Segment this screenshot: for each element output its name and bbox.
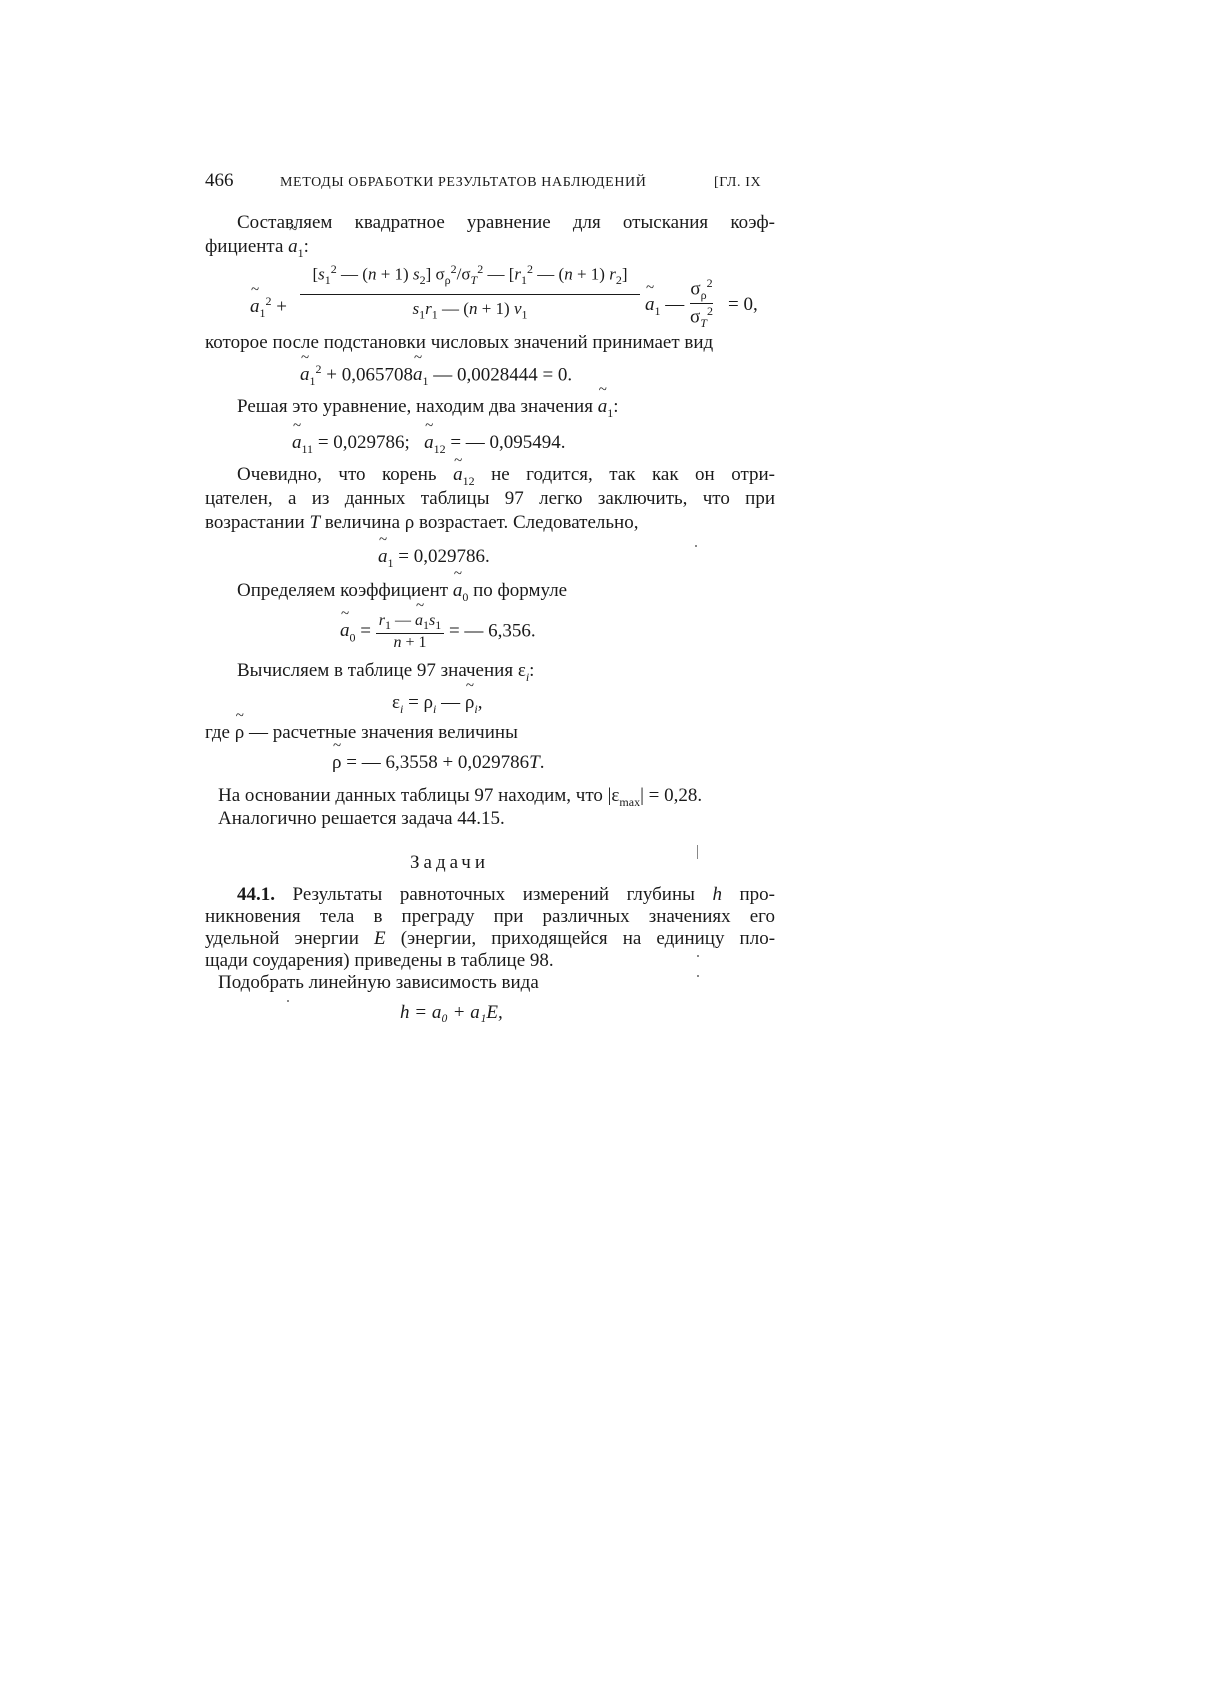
intro-text: фициента: [205, 236, 284, 257]
p8-value: | = 0,28.: [640, 785, 703, 806]
scan-speck: [697, 955, 699, 957]
eq2-part-b: — 0,0028444 = 0.: [433, 364, 573, 386]
problem-number: 44.1.: [237, 884, 275, 905]
p6-text: Вычисляем в таблице 97 значения: [237, 660, 514, 681]
problem-line4: щади соударения) приведены в таблице 98.: [205, 950, 554, 971]
a1-value: = 0,029786.: [398, 546, 490, 567]
p4-line1b: не годится, так как он отри-: [491, 464, 775, 485]
problem-line3b: (энергии, приходящейся на единицу пло-: [400, 928, 776, 949]
paragraph-analog: Аналогично решается задача 44.15.: [218, 808, 505, 829]
equation-a0: ~ $a_0$ = $\frac{r_1 — \sim a_1s_1}{n + 1}$ = — 6,356.: [340, 612, 536, 652]
book-page: 466 МЕТОДЫ ОБРАБОТКИ РЕЗУЛЬТАТОВ НАБЛЮДЕНИЙ [ГЛ. IX Составляем квадратное уравнение для отыскания коэф- фициента ~ $a_1$: ~ $a_1^2$ + [$s_1^2$ — (n + 1) $s_2$] $\sigma_\rho^2/\sigma_T^2$ — [$r_1^2$ — (n + 1) $r_2$] $s_1r_1$ — (n + 1) $v_1$ ~ $a_1$ — $\sigma_\rho^2$ $\sigma_T^2$ = 0, которое после подстановки числовых значений принимает вид ~ $a_1^2$ + 0,065708~ $a_1$ — 0,0028444 = 0. Решая это уравнение, находим два значения ~ $a_1$: ~ $a_{11} = 0,029786$; ~ $a_{12}$ = — 0,095494. Очевидно, что корень ~ $a_{12}$ не годится, так как он отри- цателен, а из данных таблицы 97 легко заключить, что при возрастании T величина ρ возрастает. Следовательно, ~ $a_1 = 0,029786$. Определяем коэффициент ~ $a_0$ по формуле ~ $a_0$ = $\frac{r_1 — \sim a_1s_1}{n + 1}$ = — 6,356. Вычисляем в таблице 97 значения $\varepsilon_i$: $\varepsilon_i = \rho_i$ — ~ $\rho_i$, где ~ ρ — расчетные значения величины ~ ρ = — 6,3558 + 0,029786T. На основании данных таблицы 97 находим, что $|\varepsilon_{max}| = 0,28$. Аналогично решается задача 44.15. Задачи 44.1. Результаты равноточных измерений глубины h про- никновения тела в преграду при различных значениях его удельной энергии E (энергии, приходящейся на единицу пло- щади соударения) приведены в таблице 98. Подобрать линейную зависимость вида h = a₀ + a₁E,: [0, 0, 1208, 1696]
paragraph-intro-line1: Составляем квадратное уравнение для отыскания коэф-: [237, 212, 775, 233]
problem-line1: 44.1. Результаты равноточных измерений глубины h про-: [237, 884, 775, 905]
p5-text-b: по формуле: [473, 580, 568, 601]
problem-line3a: удельной энергии: [205, 928, 359, 949]
problem-line1a: Результаты равноточных измерений глубины: [292, 884, 695, 905]
p3-text: Решая это уравнение, находим два значения: [237, 396, 593, 417]
equation-numeric: ~ $a_1^2$ + 0,065708~ $a_1$ — 0,0028444 = 0.: [300, 362, 572, 389]
paragraph-intro-line2: [205, 236, 309, 261]
scan-speck: [287, 1000, 289, 1002]
page-number: 466: [205, 170, 234, 191]
root-1: = 0,029786;: [317, 432, 410, 453]
problem-line3: удельной энергии E (энергии, приходящейся на единицу пло-: [205, 928, 776, 949]
p4-line1a: Очевидно, что корень: [237, 464, 437, 485]
paragraph-obviously-line3: возрастании T величина ρ возрастает. Следовательно,: [205, 512, 639, 533]
paragraph-substitution: которое после подстановки числовых значений принимает вид: [205, 332, 714, 353]
running-title: МЕТОДЫ ОБРАБОТКИ РЕЗУЛЬТАТОВ НАБЛЮДЕНИЙ: [280, 175, 647, 190]
eps-symbol: ε: [392, 692, 400, 713]
a0-fraction: $\frac{r_1 — \sim a_1s_1}{n + 1}$: [376, 612, 444, 652]
equation-roots: ~ $a_{11} = 0,029786$; ~ $a_{12}$ = — 0,095494.: [292, 432, 566, 457]
paragraph-obviously-line1: Очевидно, что корень ~ $a_{12}$ не годится, так как он отри-: [205, 464, 775, 492]
equation-rho: ~ ρ = — 6,3558 + 0,029786T.: [332, 752, 545, 774]
p7-where: где: [205, 722, 230, 743]
paragraph-define-a0: Определяем коэффициент ~ $a_0$ по формуле: [237, 580, 567, 605]
chapter-label: [ГЛ. IX: [714, 175, 762, 190]
p8-text: На основании данных таблицы 97 находим, что |ε: [218, 785, 620, 806]
section-title: Задачи: [410, 852, 490, 873]
p5-text: Определяем коэффициент: [237, 580, 449, 601]
equation-linear: [400, 1002, 503, 1024]
p7-text: — расчетные значения величины: [248, 722, 518, 743]
problem-line5: Подобрать линейную зависимость вида: [218, 972, 539, 993]
paragraph-obviously-line2: цателен, а из данных таблицы 97 легко заключить, что при: [205, 488, 775, 509]
p4-line3b: величина ρ возрастает. Следовательно,: [324, 512, 639, 533]
scan-speck: [695, 545, 697, 547]
eq2-part-a: + 0,065708: [326, 364, 413, 386]
paragraph-emax: На основании данных таблицы 97 находим, что $|\varepsilon_{max}| = 0,28$.: [218, 785, 703, 809]
rho-formula: = — 6,3558 + 0,029786: [346, 752, 530, 773]
linear-formula: h = a₀ + a₁E,: [400, 1002, 503, 1023]
problem-line2: никновения тела в преграду при различных значениях его: [205, 906, 775, 927]
scan-speck: [697, 975, 699, 977]
root-2: = — 0,095494.: [450, 432, 566, 453]
paragraph-solving: Решая это уравнение, находим два значения ~ $a_1$:: [237, 396, 618, 421]
paragraph-compute-eps: Вычисляем в таблице 97 значения $\varepsilon_i$:: [237, 660, 535, 684]
coef-a1: ~ $a_1$:: [288, 236, 309, 257]
paragraph-where: где ~ ρ — расчетные значения величины: [205, 722, 518, 744]
problem-line1b: про-: [739, 884, 775, 905]
equation-eps: $\varepsilon_i = \rho_i$ — ~ $\rho_i$,: [392, 692, 482, 717]
equation-a1-value: ~ $a_1 = 0,029786$.: [378, 546, 490, 571]
a0-value: = — 6,356.: [448, 620, 536, 642]
scan-speck: [697, 845, 698, 859]
p4-line3a: возрастании: [205, 512, 305, 533]
